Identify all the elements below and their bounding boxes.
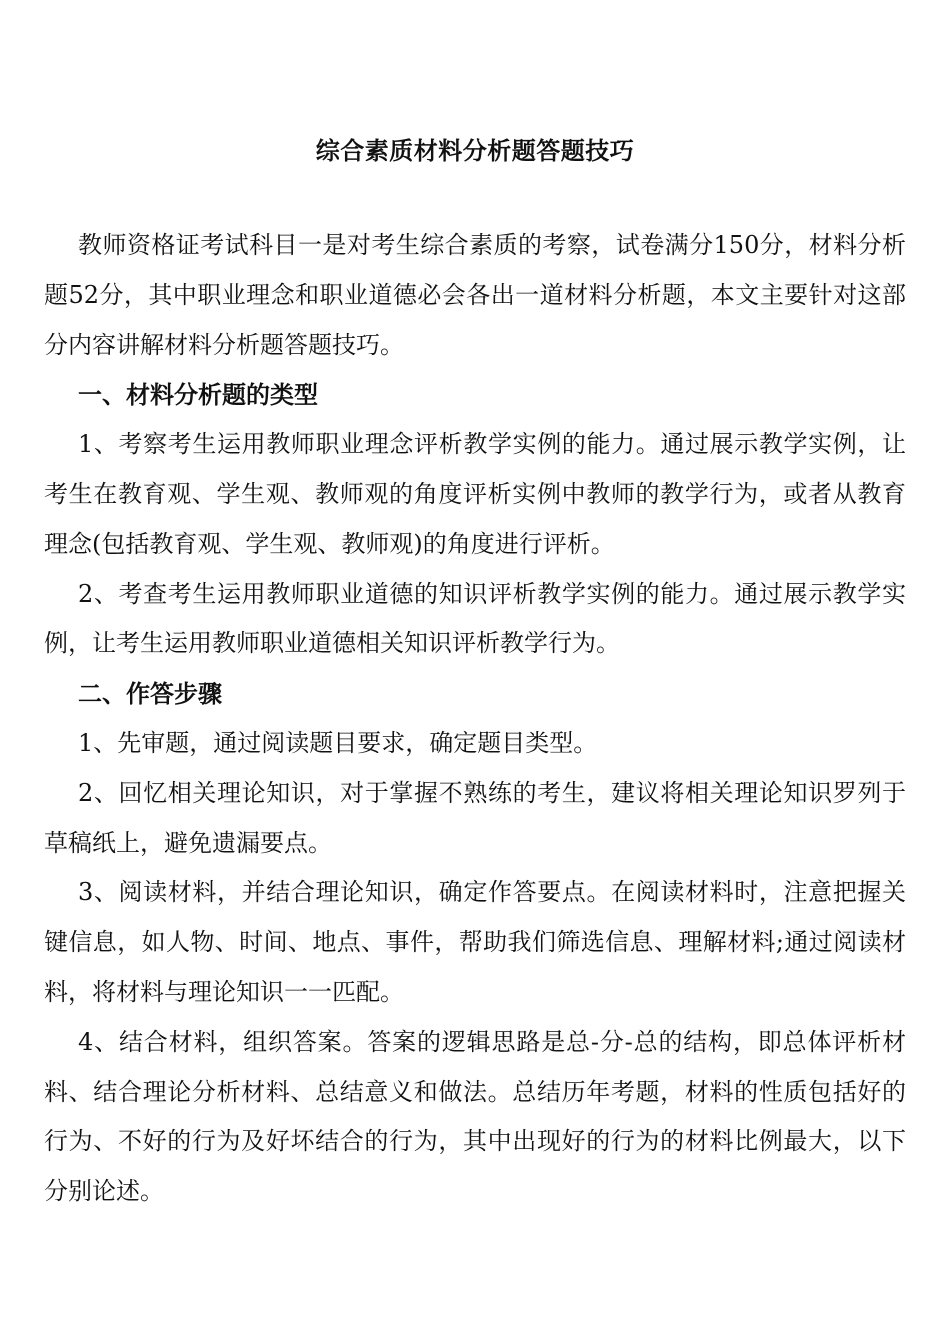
step-1-paragraph: 1、先审题，通过阅读题目要求，确定题目类型。 — [78, 728, 598, 757]
type-item-2-paragraph: 2、考查考生运用教师职业道德的知识评析教学实例的能力。通过展示教学实例，让考生运用教师职业道德相关知识评析教学行为。 — [44, 579, 906, 658]
document-title: 综合素质材料分析题答题技巧 — [315, 136, 635, 165]
document-page — [44, 0, 906, 1217]
section-heading-types: 一、材料分析题的类型 — [78, 380, 318, 410]
type-item-1-paragraph: 1、考察考生运用教师职业理念评析教学实例的能力。通过展示教学实例，让考生在教育观、学生观、教师观的角度评析实例中教师的教学行为，或者从教育理念(包括教育观、学生观、教师观)的角度进行评析。 — [44, 430, 906, 558]
step-4-paragraph: 4、结合材料，组织答案。答案的逻辑思路是总-分-总的结构，即总体评析材料、结合理论分析材料、总结意义和做法。总结历年考题，材料的性质包括好的行为、不好的行为及好坏结合的行为，其中出现好的行为的材料比例最大，以下分别论述。 — [44, 1027, 906, 1206]
intro-paragraph: 教师资格证考试科目一是对考生综合素质的考察，试卷满分150分，材料分析题52分，其中职业理念和职业道德必会各出一道材料分析题，本文主要针对这部分内容讲解材料分析题答题技巧。 — [44, 231, 906, 359]
section-heading-steps: 二、作答步骤 — [78, 679, 222, 709]
step-2-paragraph: 2、回忆相关理论知识，对于掌握不熟练的考生，建议将相关理论知识罗列于草稿纸上，避免遗漏要点。 — [44, 778, 906, 857]
document-body — [44, 221, 906, 1217]
step-3-paragraph: 3、阅读材料，并结合理论知识，确定作答要点。在阅读材料时，注意把握关键信息，如人物、时间、地点、事件，帮助我们筛选信息、理解材料;通过阅读材料，将材料与理论知识一一匹配。 — [44, 878, 906, 1006]
